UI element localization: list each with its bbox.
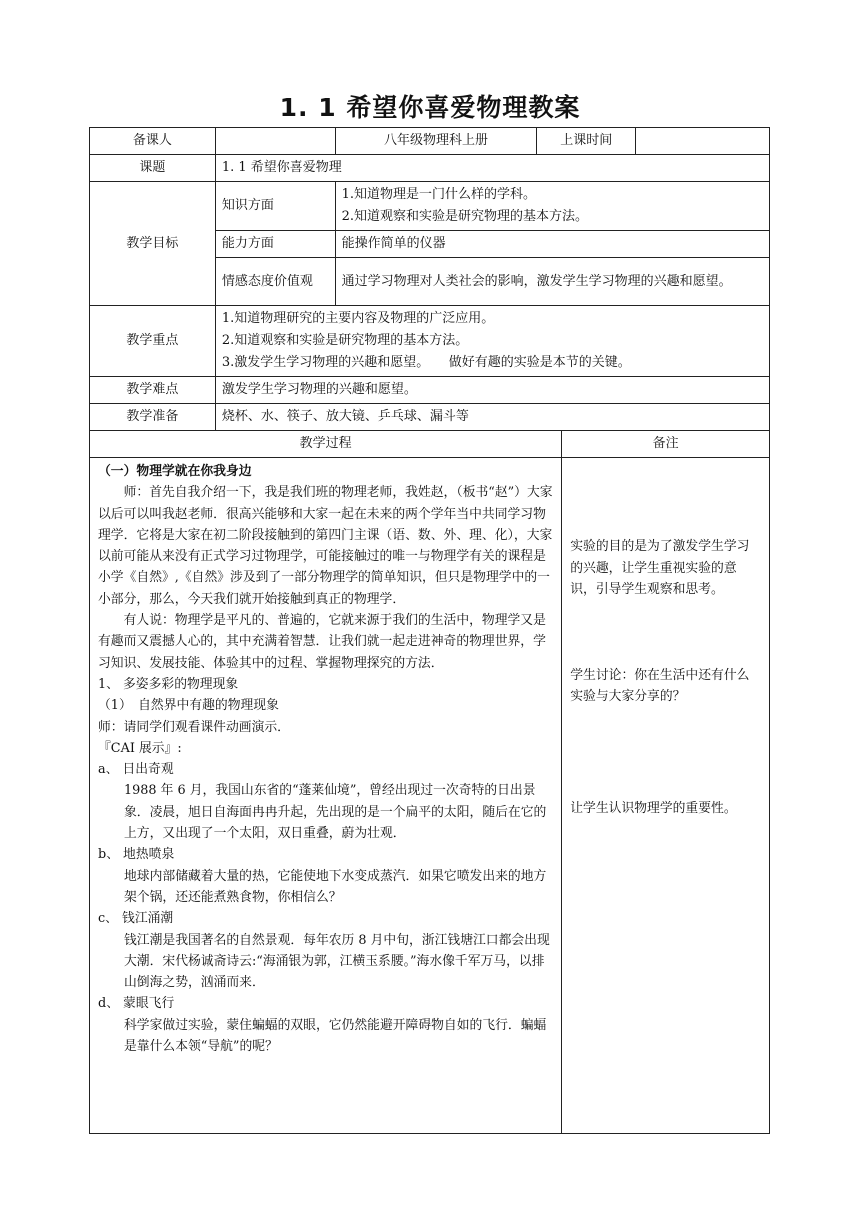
topic-value: 1. 1 希望你喜爱物理 bbox=[215, 155, 769, 182]
difficulty-content: 激发学生学习物理的兴趣和愿望。 bbox=[215, 377, 769, 404]
topic-label: 课题 bbox=[90, 155, 216, 182]
preparation-content: 烧杯、水、筷子、放大镜、乒乓球、漏斗等 bbox=[215, 404, 769, 431]
key-points-row bbox=[90, 306, 770, 377]
time-label: 上课时间 bbox=[537, 128, 636, 155]
header-row bbox=[90, 128, 770, 155]
ability-content: 能操作简单的仪器 bbox=[335, 231, 769, 258]
key-point-3: 3.激发学生学习物理的兴趣和愿望。 做好有趣的实验是本节的关键。 bbox=[221, 355, 631, 370]
note-importance: 让学生认识物理学的重要性。 bbox=[570, 800, 737, 816]
goals-label: 教学目标 bbox=[90, 182, 216, 306]
knowledge-label: 知识方面 bbox=[215, 182, 335, 231]
phenomenon-b-text: 地球内部储藏着大量的热，它能使地下水变成蒸汽．如果它喷发出来的地方架个锅，还还能煮熟食物，你相信么？ bbox=[124, 868, 547, 905]
book-name: 八年级物理科上册 bbox=[335, 128, 537, 155]
note-discussion: 学生讨论：你在生活中还有什么实验与大家分享的？ bbox=[570, 667, 750, 704]
page-title: 1. 1 希望你喜爱物理教案 bbox=[279, 93, 581, 122]
lesson-plan-table bbox=[89, 127, 770, 1134]
phenomenon-c-title: c、 钱江涌潮 bbox=[98, 911, 174, 927]
emotion-label: 情感态度价值观 bbox=[215, 258, 335, 306]
notes-header: 备注 bbox=[562, 431, 770, 458]
intro-paragraph: 师：首先自我介绍一下，我是我们班的物理老师，我姓赵，（板书“赵”）大家以后可以叫我赵老师．很高兴能够和大家一起在未来的两个学年当中共同学习物理学．它将是大家在初二阶段接触到的第四门主课（语、数、外、理、化），大家以前可能从来没有正式学习过物理学，可能接触过的唯一与物理学有关的课程是小学《自然》,《自然》涉及到了一部分物理学的简单知识，但只是物理学中的一小部分，那么，今天我们就开始接触到真正的物理学． bbox=[98, 485, 553, 607]
subitem-heading: （1） 自然界中有趣的物理现象 bbox=[98, 698, 279, 714]
preparer-label: 备课人 bbox=[90, 128, 216, 155]
preparation-row bbox=[90, 404, 770, 431]
preparer-value bbox=[215, 128, 335, 155]
process-content bbox=[90, 458, 562, 1134]
knowledge-line-2: 2.知道观察和实验是研究物理的基本方法。 bbox=[341, 209, 589, 224]
phenomenon-d-text: 科学家做过实验，蒙住蝙蝠的双眼，它仍然能避开障碍物自如的飞行．蝙蝠是靠什么本领“导航”的呢？ bbox=[124, 1017, 547, 1055]
process-body-row bbox=[90, 458, 770, 1134]
key-point-2: 2.知道观察和实验是研究物理的基本方法。 bbox=[221, 333, 469, 348]
cai-label: 『CAI 展示』: bbox=[98, 740, 182, 756]
notes-content bbox=[562, 458, 770, 1134]
key-point-1: 1.知道物理研究的主要内容及物理的广泛应用。 bbox=[221, 311, 495, 326]
process-header: 教学过程 bbox=[90, 431, 562, 458]
phenomenon-c-text: 钱江潮是我国著名的自然景观．每年农历 8 月中旬，浙江钱塘江口都会出现大潮．宋代杨诚斋诗云:“海涌银为郭，江横玉系腰。”海水像千军万马，以排山倒海之势，汹涌而来． bbox=[124, 932, 550, 991]
knowledge-content bbox=[335, 182, 769, 231]
time-value bbox=[636, 128, 770, 155]
ability-label: 能力方面 bbox=[215, 231, 335, 258]
item-heading: 1、 多姿多彩的物理现象 bbox=[98, 676, 239, 692]
difficulty-row bbox=[90, 377, 770, 404]
difficulty-label: 教学难点 bbox=[90, 377, 216, 404]
emotion-content: 通过学习物理对人类社会的影响，激发学生学习物理的兴趣和愿望。 bbox=[335, 258, 769, 306]
preparation-label: 教学准备 bbox=[90, 404, 216, 431]
goals-knowledge-row bbox=[90, 182, 770, 231]
teacher-line: 师：请同学们观看课件动画演示． bbox=[98, 719, 290, 735]
phenomenon-b-title: b、 地热喷泉 bbox=[98, 847, 175, 863]
key-points-label: 教学重点 bbox=[90, 306, 216, 377]
process-header-row bbox=[90, 431, 770, 458]
section-heading: （一）物理学就在你我身边 bbox=[98, 464, 252, 479]
phenomenon-a-title: a、 日出奇观 bbox=[98, 762, 174, 778]
phenomenon-d-title: d、 蒙眼飞行 bbox=[98, 996, 175, 1012]
phenomenon-a-text: 1988 年 6 月，我国山东省的“蓬莱仙境”，曾经出现过一次奇特的日出景象．凌晨，旭日自海面冉冉升起，先出现的是一个扁平的太阳，随后在它的上方，又出现了一个太阳，双日重叠，蔚为壮观． bbox=[124, 783, 547, 842]
knowledge-line-1: 1.知道物理是一门什么样的学科。 bbox=[341, 187, 537, 202]
physics-paragraph: 有人说：物理学是平凡的、普遍的，它就来源于我们的生活中，物理学又是有趣而又震撼人心的，其中充满着智慧．让我们就一起走进神奇的物理世界，学习知识、发展技能、体验其中的过程、掌握物理探究的方法． bbox=[98, 613, 546, 671]
topic-row bbox=[90, 155, 770, 182]
key-points-content bbox=[215, 306, 769, 377]
note-experiment: 实验的目的是为了激发学生学习的兴趣，让学生重视实验的意识，引导学生观察和思考。 bbox=[570, 539, 750, 597]
